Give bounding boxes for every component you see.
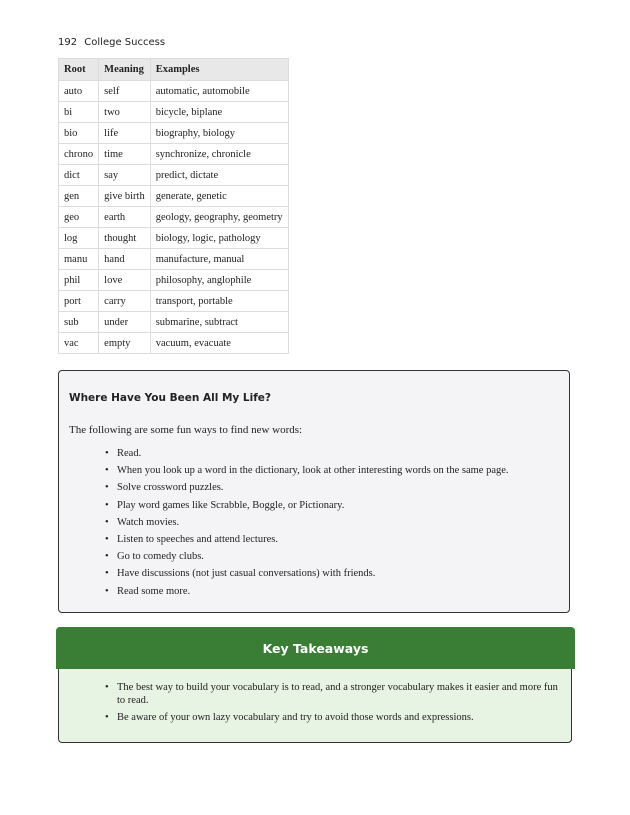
book-title: College Success xyxy=(84,37,166,48)
meaning-cell: hand xyxy=(99,249,151,270)
key-takeaways-title: Key Takeaways xyxy=(56,627,575,669)
sidebar-title: Where Have You Been All My Life? xyxy=(69,392,271,404)
roots-table xyxy=(58,58,289,354)
table-row xyxy=(59,270,289,291)
root-cell: auto xyxy=(59,81,99,102)
examples-cell: submarine, subtract xyxy=(150,312,288,333)
meaning-cell: empty xyxy=(99,333,151,354)
root-cell: chrono xyxy=(59,144,99,165)
examples-cell: predict, dictate xyxy=(150,165,288,186)
table-row xyxy=(59,207,289,228)
list-item: • Go to comedy clubs. xyxy=(105,548,509,565)
meaning-cell: under xyxy=(99,312,151,333)
list-item: • Be aware of your own lazy vocabulary and try to avoid those words and expressions. xyxy=(105,711,560,724)
table-row xyxy=(59,144,289,165)
meaning-cell: thought xyxy=(99,228,151,249)
table-row xyxy=(59,312,289,333)
examples-cell: geology, geography, geometry xyxy=(150,207,288,228)
examples-cell: generate, genetic xyxy=(150,186,288,207)
root-cell: bi xyxy=(59,102,99,123)
table-row xyxy=(59,291,289,312)
meaning-cell: two xyxy=(99,102,151,123)
root-cell: bio xyxy=(59,123,99,144)
meaning-cell: love xyxy=(99,270,151,291)
examples-cell: transport, portable xyxy=(150,291,288,312)
examples-cell: vacuum, evacuate xyxy=(150,333,288,354)
table-row xyxy=(59,333,289,354)
meaning-cell: life xyxy=(99,123,151,144)
list-item: • Read. xyxy=(105,445,509,462)
table-row xyxy=(59,81,289,102)
sidebar-intro: The following are some fun ways to find new words: xyxy=(69,424,303,436)
root-cell: dict xyxy=(59,165,99,186)
root-cell: phil xyxy=(59,270,99,291)
list-item: • When you look up a word in the dictionary, look at other interesting words on the same page. xyxy=(105,462,509,479)
list-item: • Watch movies. xyxy=(105,514,509,531)
fun-ways-list xyxy=(105,445,509,600)
list-item: • Read some more. xyxy=(105,583,509,600)
examples-cell: synchronize, chronicle xyxy=(150,144,288,165)
root-cell: manu xyxy=(59,249,99,270)
column-header-root: Root xyxy=(59,59,99,81)
root-cell: geo xyxy=(59,207,99,228)
root-cell: port xyxy=(59,291,99,312)
table-row xyxy=(59,228,289,249)
table-row xyxy=(59,186,289,207)
list-item: • The best way to build your vocabulary is to read, and a stronger vocabulary makes it easier and more fun to read. xyxy=(105,681,560,707)
examples-cell: philosophy, anglophile xyxy=(150,270,288,291)
takeaways-list xyxy=(105,681,560,728)
page-number: 192 xyxy=(58,37,78,48)
table-row xyxy=(59,249,289,270)
root-cell: sub xyxy=(59,312,99,333)
page-header xyxy=(58,37,165,48)
meaning-cell: carry xyxy=(99,291,151,312)
meaning-cell: say xyxy=(99,165,151,186)
examples-cell: biography, biology xyxy=(150,123,288,144)
table-row xyxy=(59,123,289,144)
key-takeaways-body xyxy=(58,669,572,743)
examples-cell: automatic, automobile xyxy=(150,81,288,102)
examples-cell: biology, logic, pathology xyxy=(150,228,288,249)
meaning-cell: time xyxy=(99,144,151,165)
sidebar-box xyxy=(58,370,570,613)
root-cell: gen xyxy=(59,186,99,207)
list-item: • Have discussions (not just casual conversations) with friends. xyxy=(105,565,509,582)
root-cell: vac xyxy=(59,333,99,354)
list-item: • Play word games like Scrabble, Boggle, or Pictionary. xyxy=(105,497,509,514)
examples-cell: bicycle, biplane xyxy=(150,102,288,123)
table-row xyxy=(59,102,289,123)
meaning-cell: earth xyxy=(99,207,151,228)
root-cell: log xyxy=(59,228,99,249)
table-row xyxy=(59,165,289,186)
column-header-examples: Examples xyxy=(150,59,288,81)
meaning-cell: self xyxy=(99,81,151,102)
examples-cell: manufacture, manual xyxy=(150,249,288,270)
table-header-row xyxy=(59,59,289,81)
list-item: • Listen to speeches and attend lectures. xyxy=(105,531,509,548)
column-header-meaning: Meaning xyxy=(99,59,151,81)
key-takeaways-box xyxy=(56,627,575,745)
meaning-cell: give birth xyxy=(99,186,151,207)
list-item: • Solve crossword puzzles. xyxy=(105,479,509,496)
